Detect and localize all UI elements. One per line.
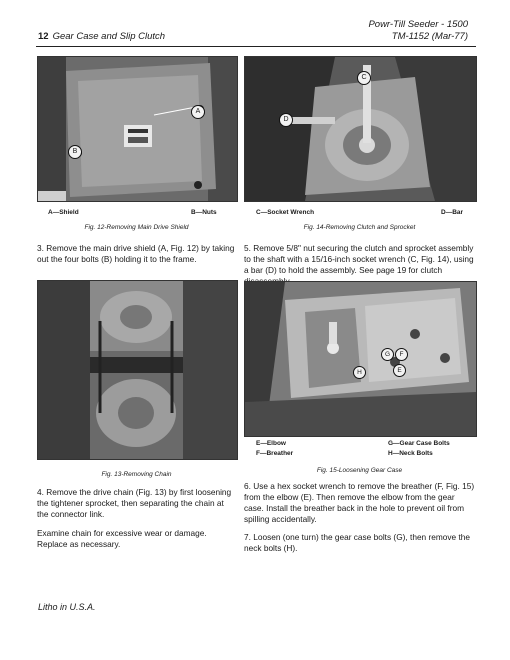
- callout-c: C: [357, 71, 371, 85]
- fig12-label-a: A—Shield: [48, 209, 79, 216]
- fig12-label-b: B—Nuts: [191, 209, 217, 216]
- fig14-label-d: D—Bar: [441, 209, 464, 216]
- litho-footer: Litho in U.S.A.: [38, 602, 96, 612]
- step-7-text: 7. Loosen (one turn) the gear case bolts (G), then remove the neck bolts (H).: [244, 532, 470, 553]
- gear-case-photo-graphic: [245, 282, 476, 436]
- manual-title: Powr-Till Seeder - 1500: [368, 19, 468, 30]
- fig15-label-e: E—Elbow: [256, 440, 286, 447]
- callout-d: D: [279, 113, 293, 127]
- fig15-label-h: H—Neck Bolts: [388, 450, 433, 457]
- page-number: 12: [38, 31, 49, 42]
- fig15-label-f: F—Breather: [256, 450, 294, 457]
- figure-15-photo: [244, 281, 477, 437]
- figure-13-photo: [37, 280, 238, 460]
- callout-a: A: [191, 105, 205, 119]
- callout-f: F: [395, 348, 408, 361]
- fig15-caption: Fig. 15-Loosening Gear Case: [316, 467, 403, 474]
- fig12-caption: Fig. 12-Removing Main Drive Shield: [84, 224, 189, 231]
- manual-number: TM-1152 (Mar-77): [391, 31, 468, 42]
- callout-b: B: [68, 145, 82, 159]
- figure-14-photo: [244, 56, 477, 202]
- header-rule: [36, 46, 476, 47]
- chain-photo-graphic: [38, 281, 237, 459]
- section-header: [38, 31, 165, 42]
- fig13-caption: Fig. 13-Removing Chain: [101, 471, 172, 478]
- callout-e: E: [393, 364, 406, 377]
- callout-h: H: [353, 366, 366, 379]
- step-5-text: 5. Remove 5/8" nut securing the clutch and sprocket assembly to the shaft with a 15/16-inch socket wrench (C, Fig. 14), using a bar (D) to hold the assembly. See page 19 for clutch: [244, 243, 474, 275]
- fig14-label-c: C—Socket Wrench: [256, 209, 315, 216]
- section-title: Gear Case and Slip Clutch: [52, 31, 166, 42]
- running-header: [368, 19, 468, 43]
- shield-photo-graphic: [38, 57, 237, 201]
- figure-12-photo: [37, 56, 238, 202]
- fig15-label-g: G—Gear Case Bolts: [388, 440, 450, 447]
- step-4-note: Examine chain for excessive wear or damage. Replace as necessary.: [37, 528, 207, 549]
- fig14-caption: Fig. 14-Removing Clutch and Sprocket: [303, 224, 416, 231]
- step-6-text: 6. Use a hex socket wrench to remove the breather (F, Fig. 15) from the elbow (E). Then remove the elbow from the gear case. Install the breather back in the hole to prevent oil from spilling accidentally.: [244, 481, 475, 524]
- step-3-text: 3. Remove the main drive shield (A, Fig. 12) by taking out the four bolts (B) holding it to the frame.: [37, 243, 235, 264]
- callout-g: G: [381, 348, 394, 361]
- step-4-text: 4. Remove the drive chain (Fig. 13) by first loosening the tightener sprocket, then separating the chain at the connector link.: [37, 487, 232, 519]
